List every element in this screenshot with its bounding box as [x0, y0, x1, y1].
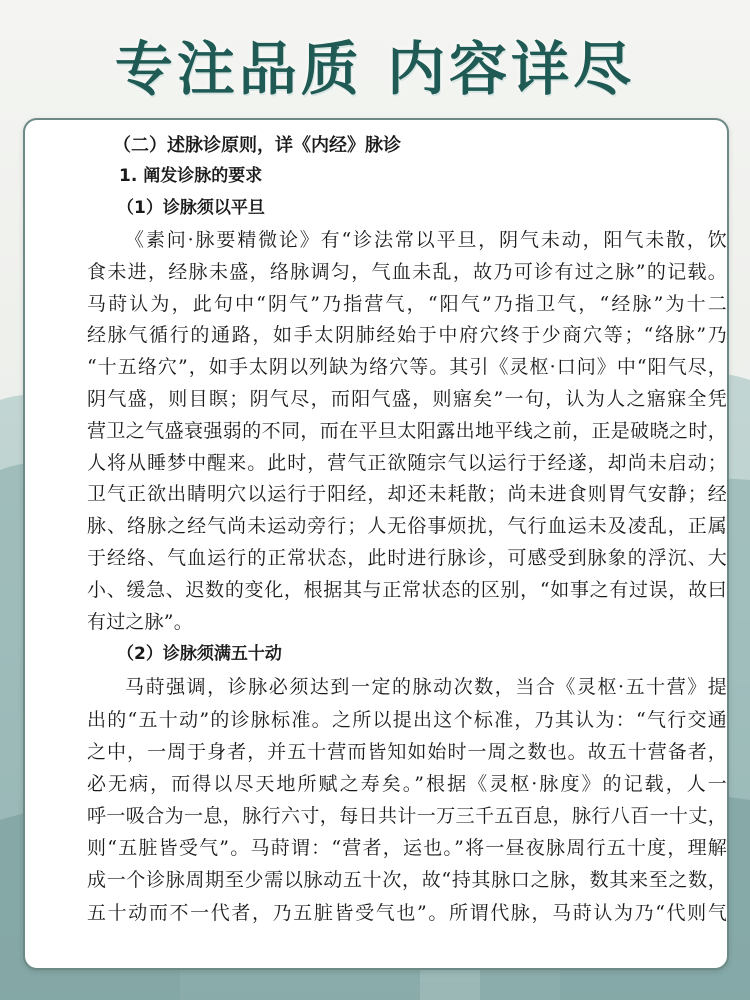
text-line: 必无病，而得以尽天地所赋之寿矣。”根据《灵枢·脉度》的记载，人一: [87, 772, 727, 795]
text-line: 有过之脉”。: [87, 610, 193, 633]
point2-paragraph: [87, 671, 727, 929]
text-line: 五十动而不一代者，乃五脏皆受气也”。所谓代脉，马莳认为乃“代则气: [87, 901, 727, 924]
subsection-title: 1. 阐发诊脉的要求: [119, 166, 263, 186]
text-line: 出的“五十动”的诊脉标准。之所以提出这个标准，乃其认为：“气行交通: [87, 708, 727, 731]
document-page: [23, 118, 729, 970]
text-line: 脉、络脉之经气尚未运动旁行；人无俗事烦扰，气行血运未及凌乱，正属: [87, 515, 727, 538]
text-line: 《素问·脉要精微论》有“诊法常以平旦，阴气未动，阳气未散，饮: [125, 229, 727, 251]
text-line: 营卫之气盛衰强弱的不同，而在平旦太阳露出地平线之前，正是破晓之时，: [87, 419, 727, 442]
document-body: [87, 130, 727, 929]
point2-title: （2）诊脉须满五十动: [117, 644, 282, 665]
text-line: 小、缓急、迟数的变化，根据其与正常状态的区别，“如事之有过误，故曰: [87, 578, 727, 601]
text-line: 则“五脏皆受气”。马莳谓：“营者，运也。”将一昼夜脉周行五十度，理解: [87, 837, 727, 860]
point1-title: （1）诊脉须以平旦: [117, 198, 265, 218]
text-line: 马莳强调，诊脉必须达到一定的脉动次数，当合《灵枢·五十营》提: [125, 676, 727, 699]
text-line: 食未进，经脉未盛，络脉调匀，气血未乱，故乃可诊有过之脉”的记载。: [87, 260, 727, 283]
text-line: 呼一吸合为一息，脉行六寸，每日共计一万三千五百息，脉行八百一十丈，: [87, 805, 727, 828]
text-line: 人将从睡梦中醒来。此时，营气正欲随宗气以运行于经遂，却尚未启动；: [87, 451, 727, 474]
text-line: 经脉气循行的通路，如手太阴肺经始于中府穴终于少商穴等；“络脉”乃: [87, 324, 727, 347]
banner-title: 专注品质 内容详尽: [114, 35, 636, 103]
section-title: （二）述脉诊原则，详《内经》脉诊: [113, 135, 401, 156]
text-line: 阴气盛，则目瞑；阴气尽，而阳气盛，则寤矣”一句，认为人之寤寐全凭: [87, 387, 727, 410]
text-line: 于经络、气血运行的正常状态，此时进行脉诊，可感受到脉象的浮沉、大: [87, 546, 727, 569]
text-line: 卫气正欲出睛明穴以运行于阳经，却还未耗散；尚未进食则胃气安静；经: [87, 483, 727, 506]
text-line: 马莳认为，此句中“阴气”乃指营气，“阳气”乃指卫气，“经脉”为十二: [87, 292, 727, 315]
text-line: “十五络穴”，如手太阴以列缺为络穴等。其引《灵枢·口问》中“阳气尽，: [87, 356, 727, 379]
point1-paragraph: [87, 225, 727, 638]
text-line: 成一个诊脉周期至少需以脉动五十次，故“持其脉口之脉，数其来至之数，: [87, 869, 727, 892]
text-line: 之中，一周于身者，并五十营而皆知如始时一周之数也。故五十营备者，: [87, 740, 727, 763]
